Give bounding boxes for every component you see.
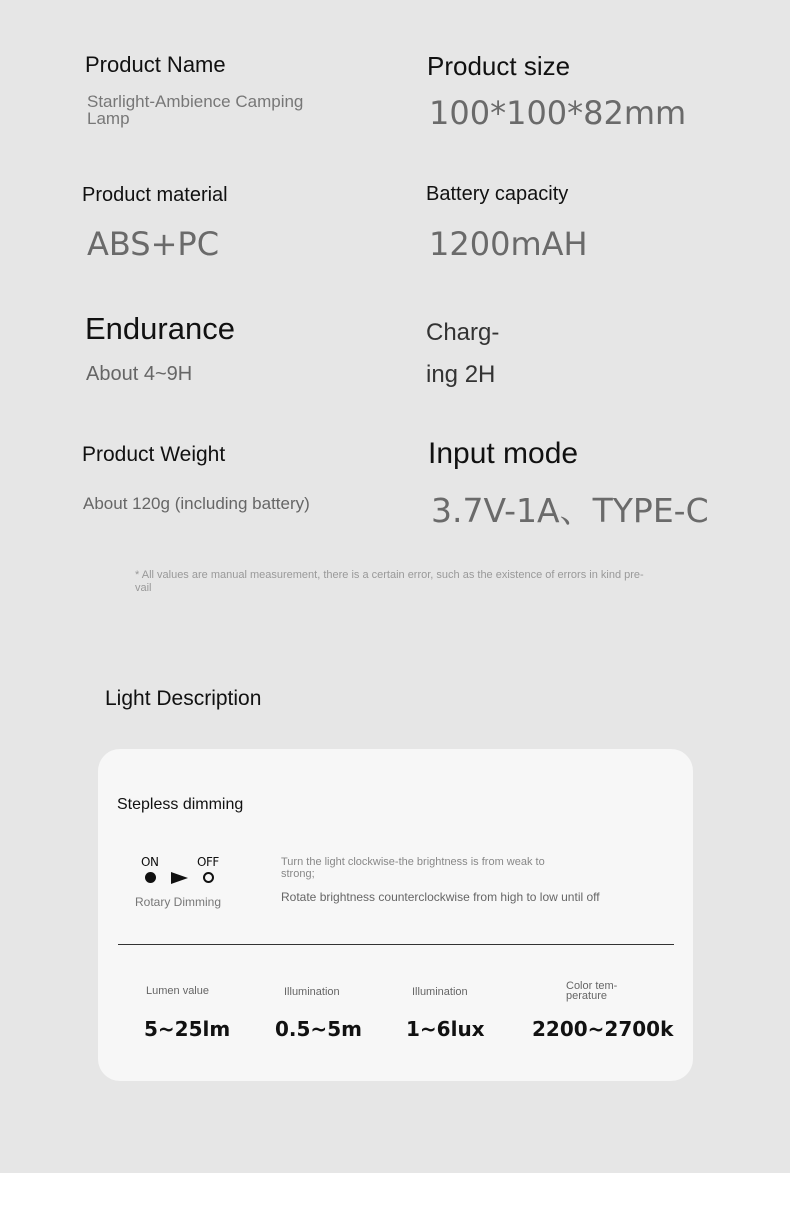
rotary-dimming-caption: Rotary Dimming bbox=[135, 895, 222, 909]
product-name-value bbox=[87, 93, 303, 127]
color-temperature-value: 2200~2700k bbox=[532, 1017, 674, 1041]
light-description-title: Light Description bbox=[105, 687, 262, 710]
off-ring-icon bbox=[203, 872, 214, 883]
endurance-label: Endurance bbox=[85, 311, 235, 346]
illumination-distance-value: 0.5~5m bbox=[275, 1017, 362, 1041]
card-divider bbox=[118, 944, 674, 945]
on-dot-icon bbox=[145, 872, 156, 883]
endurance-value: About 4~9H bbox=[86, 363, 193, 385]
charging-line1: Charg- bbox=[426, 319, 500, 346]
clockwise-instruction-line2: strong; bbox=[281, 868, 315, 880]
clockwise-instruction bbox=[281, 856, 545, 880]
switch-off-label: OFF bbox=[197, 855, 219, 869]
disclaimer-line2: vail bbox=[135, 582, 152, 594]
product-name-value-line2: Lamp bbox=[87, 109, 130, 128]
color-temperature-label-line1: Color tem- bbox=[566, 980, 618, 992]
battery-capacity-value: 1200mAH bbox=[429, 225, 588, 263]
charging-line2: ing 2H bbox=[426, 361, 496, 388]
color-temperature-label-line2: perature bbox=[566, 990, 607, 1002]
lumen-value: 5~25lm bbox=[144, 1017, 231, 1041]
input-mode-label: Input mode bbox=[428, 437, 579, 470]
product-name-value-line1: Starlight-Ambience Camping bbox=[87, 92, 304, 111]
product-material-value: ABS+PC bbox=[87, 225, 220, 263]
product-weight-label: Product Weight bbox=[82, 443, 226, 466]
product-material-label: Product material bbox=[82, 184, 228, 206]
counterclockwise-instruction: Rotate brightness counterclockwise from high to low until off bbox=[281, 890, 600, 904]
color-temperature-label bbox=[566, 981, 617, 1001]
disclaimer-line1: * All values are manual measurement, there is a certain error, such as the existence of errors in kind pre- bbox=[135, 569, 644, 581]
product-size-value: 100*100*82mm bbox=[429, 94, 687, 132]
arrow-right-icon bbox=[171, 872, 188, 884]
stepless-dimming-title: Stepless dimming bbox=[117, 796, 244, 813]
switch-on-label: ON bbox=[141, 855, 159, 869]
illumination-distance-label: Illumination bbox=[284, 986, 340, 998]
product-name-label: Product Name bbox=[85, 52, 226, 77]
light-description-card bbox=[98, 749, 693, 1081]
battery-capacity-label: Battery capacity bbox=[426, 183, 569, 205]
illumination-lux-label: Illumination bbox=[412, 986, 468, 998]
product-size-label: Product size bbox=[427, 51, 571, 81]
product-weight-value: About 120g (including battery) bbox=[83, 494, 310, 513]
illumination-lux-value: 1~6lux bbox=[406, 1017, 485, 1041]
lumen-value-label: Lumen value bbox=[146, 985, 209, 997]
clockwise-instruction-line1: Turn the light clockwise-the brightness is from weak to bbox=[281, 856, 545, 868]
disclaimer-note bbox=[135, 569, 644, 595]
input-mode-value: 3.7V-1A、TYPE-C bbox=[431, 491, 709, 530]
charging-spec bbox=[426, 312, 499, 396]
